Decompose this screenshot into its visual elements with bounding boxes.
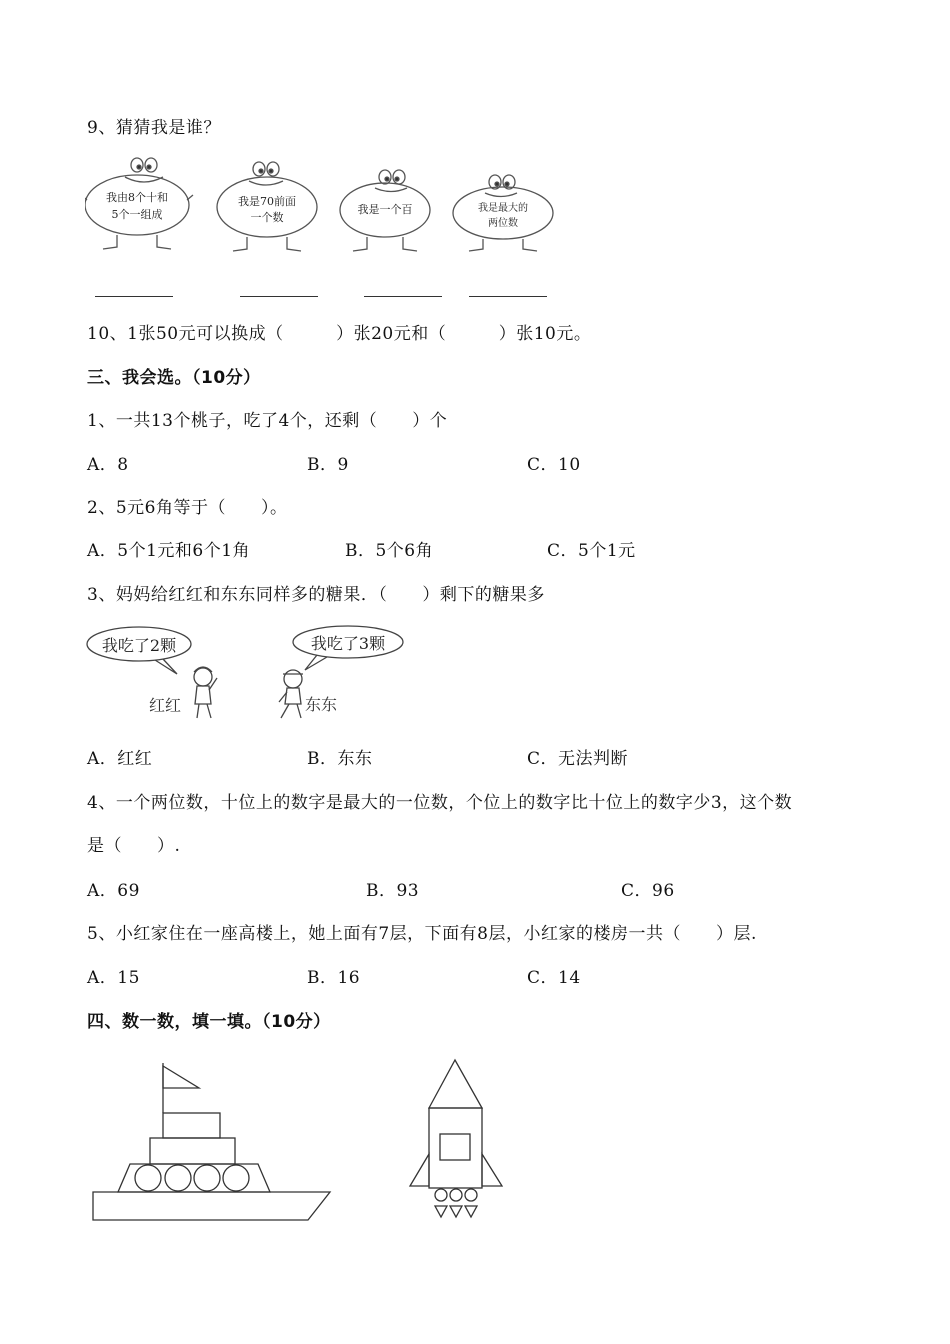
- rocket-left-fin: [410, 1154, 429, 1186]
- rocket-flame-2: [450, 1206, 462, 1217]
- rocket-circle-3: [465, 1189, 477, 1201]
- s3-q1-option-a[interactable]: A．8: [87, 455, 129, 475]
- left-name: 红红: [149, 696, 182, 715]
- q9-bubble-figures: [85, 155, 565, 260]
- rocket-nose-triangle: [429, 1060, 482, 1108]
- rocket-circle-2: [450, 1189, 462, 1201]
- rocket-flame-3: [465, 1206, 477, 1217]
- s3-q2-option-c[interactable]: C．5个1元: [547, 541, 636, 561]
- rocket-figure: [405, 1058, 510, 1223]
- rocket-body-rect: [429, 1108, 482, 1188]
- bubble-2-line1: 我是70前面: [238, 195, 296, 208]
- boat-circle-4: [223, 1165, 249, 1191]
- left-speech-text: 我吃了2颗: [101, 636, 177, 655]
- s3-q4-option-c[interactable]: C．96: [621, 881, 675, 901]
- section3-title: 三、我会选。（10分）: [87, 368, 261, 388]
- rocket-circle-1: [435, 1189, 447, 1201]
- bubble-1-line1: 我由8个十和: [106, 191, 168, 204]
- s3-q5-text: 5、小红家住在一座高楼上，她上面有7层，下面有8层，小红家的楼房一共（ ）层.: [87, 924, 757, 944]
- q9-answer-blank-4[interactable]: [469, 296, 547, 297]
- s3-q5-option-b[interactable]: B．16: [307, 968, 361, 988]
- s3-q3-option-a[interactable]: A．红红: [87, 749, 153, 769]
- s3-q2-option-a[interactable]: A．5个1元和6个1角: [87, 541, 251, 561]
- s3-q4-option-a[interactable]: A．69: [87, 881, 140, 901]
- rocket-right-fin: [482, 1154, 502, 1186]
- bubble-4-line2: 两位数: [488, 218, 518, 229]
- s3-q4-text-line2: 是（ ）.: [87, 836, 181, 856]
- boy-figure: [279, 670, 303, 718]
- boat-circle-1: [135, 1165, 161, 1191]
- s3-q4-option-b[interactable]: B．93: [366, 881, 420, 901]
- boat-figure: [90, 1058, 335, 1223]
- q9-answer-blank-2[interactable]: [240, 296, 318, 297]
- right-name: 东东: [305, 695, 338, 714]
- boat-circle-3: [194, 1165, 220, 1191]
- s3-q3-option-b[interactable]: B．东东: [307, 749, 373, 769]
- s3-q5-option-a[interactable]: A．15: [87, 968, 140, 988]
- boat-circle-2: [165, 1165, 191, 1191]
- s3-q1-text: 1、一共13个桃子，吃了4个，还剩（ ）个: [87, 411, 448, 431]
- bubble-1-line2: 5个一组成: [111, 208, 163, 221]
- bubble-2-line2: 一个数: [250, 211, 284, 224]
- boat-top-rect: [163, 1113, 220, 1138]
- s3-q4-text-line1: 4、一个两位数，十位上的数字是最大的一位数，个位上的数字比十位上的数字少3，这个数: [87, 793, 793, 813]
- boat-flag-triangle: [163, 1066, 199, 1088]
- s3-q5-option-c[interactable]: C．14: [527, 968, 581, 988]
- s3-q1-option-b[interactable]: B．9: [307, 455, 349, 475]
- right-speech-text: 我吃了3颗: [310, 634, 386, 653]
- girl-figure: [194, 667, 217, 718]
- bubble-4-line1: 我是最大的: [478, 203, 528, 214]
- boat-hull: [93, 1192, 330, 1220]
- section4-title: 四、数一数，填一填。（10分）: [87, 1012, 331, 1032]
- s3-q2-text: 2、5元6角等于（ ）。: [87, 498, 288, 518]
- bubble-3-line1: 我是一个百: [357, 203, 413, 216]
- s3-q3-option-c[interactable]: C．无法判断: [527, 749, 629, 769]
- s3-q1-option-c[interactable]: C．10: [527, 455, 581, 475]
- q9-answer-blank-1[interactable]: [95, 296, 173, 297]
- s3-q3-figure: [85, 622, 415, 730]
- s3-q3-text: 3、妈妈给红红和东东同样多的糖果．（ ）剩下的糖果多: [87, 585, 545, 605]
- s3-q2-option-b[interactable]: B．5个6角: [345, 541, 434, 561]
- q10-prompt: 10、1张50元可以换成（ ）张20元和（ ）张10元。: [87, 324, 592, 344]
- rocket-flame-1: [435, 1206, 447, 1217]
- q9-answer-blank-3[interactable]: [364, 296, 442, 297]
- rocket-window-square: [440, 1134, 470, 1160]
- boat-middle-rect: [150, 1138, 235, 1164]
- q9-prompt: 9、猜猜我是谁？: [87, 118, 221, 138]
